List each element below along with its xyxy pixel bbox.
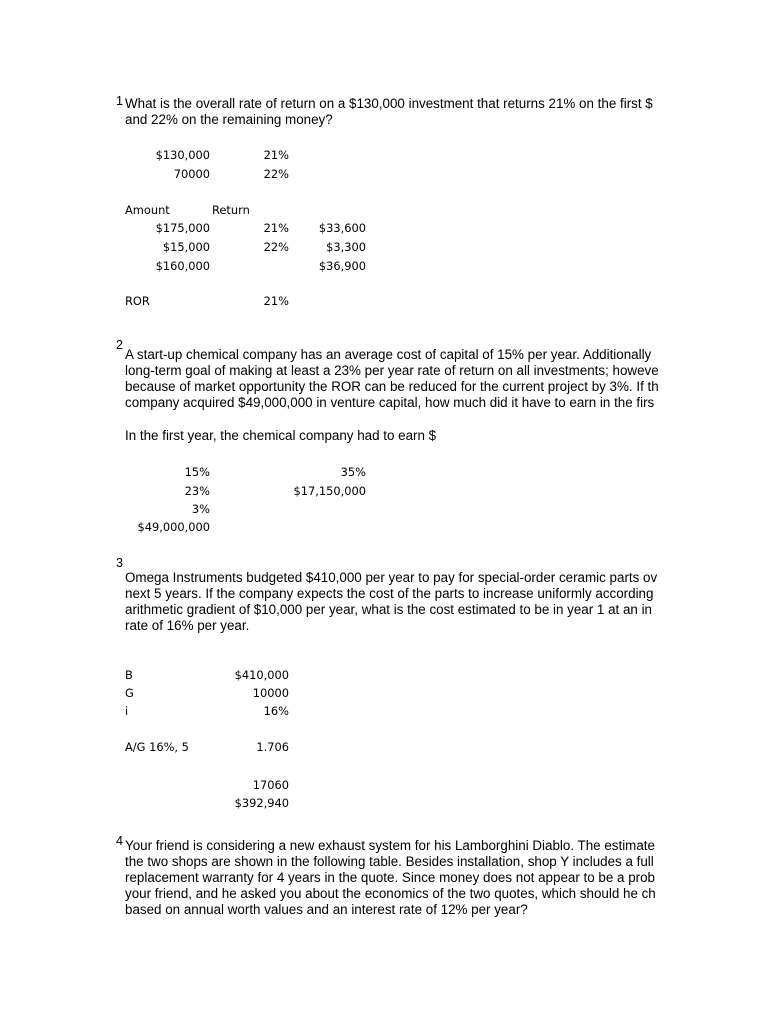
question-4-text-line-4: your friend, and he asked you about the economics of the two quotes, which should he ch [125,886,656,901]
q2-value-total-rate: 35% [340,465,366,479]
q3-var-i-label: i [125,704,129,718]
q1-table-a-rate-2: 22% [263,167,289,181]
question-2-text-line-2: long-term goal of making at least a 23% per year rate of return on all investments; howeve [125,363,659,378]
question-4-text-line-2: the two shops are shown in the following table. Besides installation, shop Y includes a full [125,854,654,869]
q1-ror-value: 21% [263,294,289,308]
question-4-text-line-5: based on annual worth values and an interest rate of 12% per year? [125,902,528,917]
q1-amount-header: Amount [125,203,170,217]
q1-table-a-rate-1: 21% [263,148,289,162]
question-2-answer-line: In the first year, the chemical company had to earn $ [125,428,437,443]
question-1-text-line-2: and 22% on the remaining money? [125,112,333,127]
q3-factor-value: 1.706 [256,740,289,754]
q3-var-b-label: B [125,668,133,682]
question-4-number: 4 [116,834,123,848]
q1-table-a-amount-2: 70000 [173,167,210,181]
question-1-text-line-1: What is the overall rate of return on a $130,000 investment that returns 21% on the first $ [125,96,653,111]
q1-ror-label: ROR [125,294,150,308]
question-3-number: 3 [116,556,123,570]
question-3-text-line-1: Omega Instruments budgeted $410,000 per year to pay for special-order ceramic parts ov [125,570,658,585]
question-3-text-line-3: arithmetic gradient of $10,000 per year, what is the cost estimated to be in year 1 at an in [125,602,653,617]
q1-table-b-amount-2: $15,000 [162,240,210,254]
question-3-text-line-4: rate of 16% per year. [125,618,250,633]
question-2-number: 2 [116,338,123,352]
q3-var-i-value: 16% [263,704,289,718]
q1-table-b-amount-3: $160,000 [155,259,210,273]
q2-value-required-earnings: $17,150,000 [293,484,366,498]
q1-table-b-return-1: $33,600 [318,221,366,235]
q3-year-1-cost: $392,940 [234,796,289,810]
question-2-text-line-3: because of market opportunity the ROR can be reduced for the current project by 3%. If th [125,379,659,394]
q3-var-g-label: G [125,686,134,700]
q3-gradient-amount: 17060 [252,778,289,792]
q2-value-cost-of-capital: 15% [184,465,210,479]
question-1-number: 1 [116,94,123,108]
q1-table-a-amount-1: $130,000 [155,148,210,162]
question-2-text-line-4: company acquired $49,000,000 in venture capital, how much did it have to earn in the firs [125,395,655,410]
q1-table-b-return-2: $3,300 [326,240,366,254]
q1-return-header: Return [212,203,250,217]
question-4-text-line-1: Your friend is considering a new exhaust system for his Lamborghini Diablo. The estimate [125,838,655,853]
q3-var-b-value: $410,000 [234,668,289,682]
q3-var-g-value: 10000 [252,686,289,700]
q1-table-b-return-3: $36,900 [318,259,366,273]
q2-value-reduction: 3% [191,502,210,516]
question-4-text-line-3: replacement warranty for 4 years in the quote. Since money does not appear to be a prob [125,870,655,885]
q1-table-b-amount-1: $175,000 [155,221,210,235]
q2-value-venture-capital: $49,000,000 [137,520,210,534]
question-3-text-line-2: next 5 years. If the company expects the cost of the parts to increase uniformly according [125,586,654,601]
q2-value-goal-rate: 23% [184,484,210,498]
q1-table-b-rate-2: 22% [263,240,289,254]
question-2-text-line-1: A start-up chemical company has an average cost of capital of 15% per year. Additionally [125,347,652,362]
q3-factor-label: A/G 16%, 5 [125,740,189,754]
q1-table-b-rate-1: 21% [263,221,289,235]
